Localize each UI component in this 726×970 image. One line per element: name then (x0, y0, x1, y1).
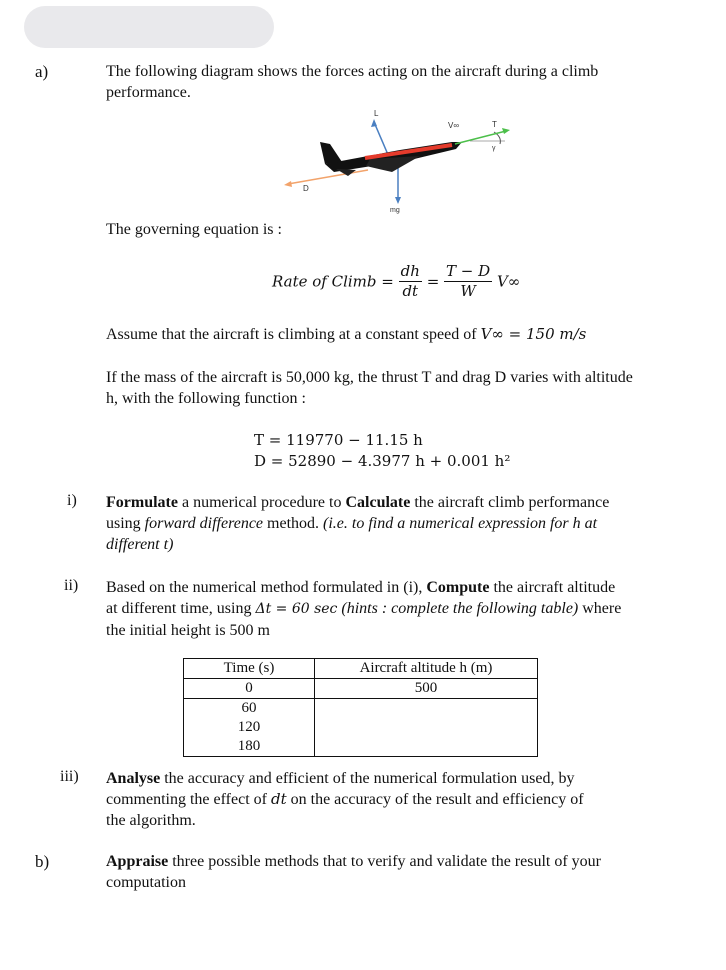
velocity-arrow (455, 131, 506, 144)
drag-arrow (288, 170, 368, 184)
header-time: Time (s) (184, 659, 315, 679)
assume-line: Assume that the aircraft is climbing at a constant speed of V∞ = 150 m/s (106, 325, 587, 343)
thrust-equation: T = 119770 − 11.15 h (254, 431, 423, 449)
rate-of-climb-equation: Rate of Climb = $\frac{dh}{dt}$ = $\frac{T - D}{W}$ V∞ (272, 262, 521, 300)
task-i-label: i) (67, 492, 77, 509)
intro-line-2: performance. (106, 84, 191, 101)
table-row: 60 (184, 699, 538, 719)
velocity-label: V∞ (448, 121, 460, 130)
table-row: 120 (184, 718, 538, 737)
part-a-intro (106, 61, 696, 103)
altitude-table (183, 658, 538, 757)
lift-label: L (374, 109, 379, 118)
thrust-drag-equations (254, 430, 510, 472)
gamma-label: γ (492, 145, 496, 152)
part-a-label: a) (35, 62, 49, 81)
task-ii-label: ii) (64, 577, 79, 594)
table-header-row (184, 659, 538, 679)
table-row: 0 500 (184, 679, 538, 699)
drag-equation: D = 52890 − 4.3977 h + 0.001 h² (254, 452, 511, 470)
force-diagram (270, 104, 530, 218)
task-ii-text: Based on the numerical method formulated in (i), Compute the aircraft altitude at different time, using Δt = 60 sec (hints : complete the following table) where the initial height is 500 m (106, 579, 622, 639)
header-altitude: Aircraft altitude h (m) (315, 659, 538, 679)
redacted-header (24, 6, 274, 48)
task-i-text: Formulate a numerical procedure to Calculate the aircraft climb performance using forward difference method. (i.e. to find a numerical expression for h at different t) (106, 494, 610, 553)
thrust-label: T (492, 120, 497, 129)
part-b-text: Appraise three possible methods that to verify and validate the result of your computation (106, 853, 602, 891)
part-b-label: b) (35, 852, 50, 871)
governing-text: The governing equation is : (106, 221, 282, 238)
intro-line-1: The following diagram shows the forces acting on the aircraft during a climb (106, 63, 599, 80)
weight-label: mg (390, 207, 400, 214)
task-iii-text: Analyse the accuracy and efficient of the numerical formulation used, by commenting the effect of dt on the accuracy of the result and efficiency of the algorithm. (106, 770, 584, 829)
mass-paragraph: If the mass of the aircraft is 50,000 kg, the thrust T and drag D varies with altitude h, with the following function : (106, 369, 633, 407)
table-row: 180 (184, 737, 538, 757)
task-iii-label: iii) (60, 768, 79, 785)
drag-label: D (303, 184, 309, 193)
